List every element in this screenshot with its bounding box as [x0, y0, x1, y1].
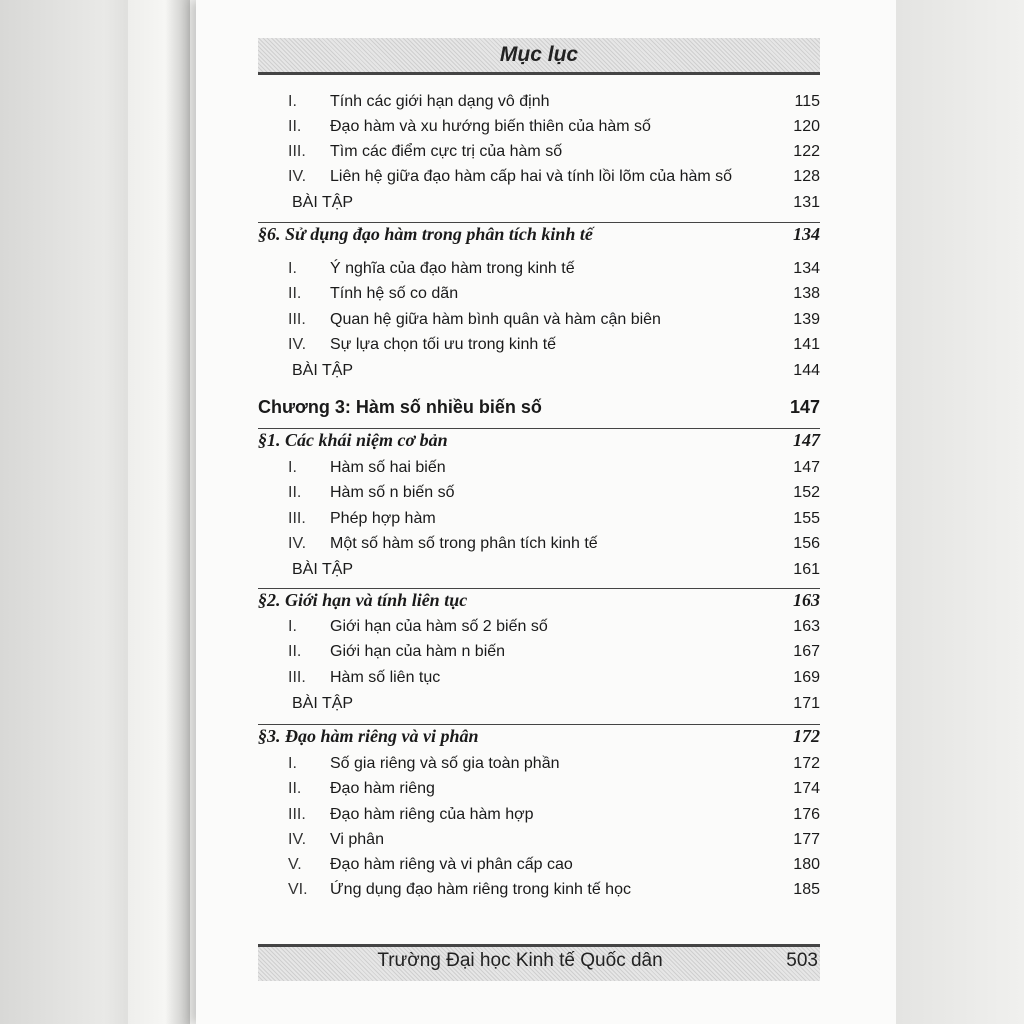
toc-entry-title: Hàm số liên tục — [330, 669, 441, 686]
toc-entry-page: 161 — [793, 561, 820, 578]
toc-item-row — [258, 751, 820, 776]
toc-entry-title: Giới hạn của hàm n biến — [330, 643, 506, 660]
toc-entry-title: Hàm số hai biến — [330, 459, 446, 476]
toc-entry-title: BÀI TẬP — [292, 695, 354, 712]
toc-entry-page: 167 — [793, 643, 820, 660]
toc-entry-page: 169 — [793, 669, 820, 686]
toc-entry-title: Ý nghĩa của đạo hàm trong kinh tế — [330, 260, 575, 277]
toc-item-number: II. — [288, 780, 302, 797]
toc-entry-title: BÀI TẬP — [292, 561, 354, 578]
toc-entry-title: Tìm các điểm cực trị của hàm số — [330, 143, 563, 160]
toc-entry-title: Ứng dụng đạo hàm riêng trong kinh tế học — [330, 881, 631, 898]
toc-entry-page: 139 — [793, 311, 820, 328]
toc-entry-title: Hàm số n biến số — [330, 484, 455, 501]
toc-entry-title: Giới hạn của hàm số 2 biến số — [330, 618, 548, 635]
toc-item-row — [258, 506, 820, 531]
toc-entry-title: Chương 3: Hàm số nhiều biến số — [258, 397, 542, 417]
toc-item-number: I. — [288, 459, 297, 476]
footer-university: Trường Đại học Kinh tế Quốc dân — [377, 950, 663, 971]
toc-item-row — [258, 281, 820, 306]
toc-entry-title: §2. Giới hạn và tính liên tục — [258, 590, 468, 610]
section-divider — [258, 428, 820, 429]
toc-section-row — [258, 428, 820, 453]
toc-item-row — [258, 639, 820, 664]
toc-entry-page: 147 — [793, 459, 820, 476]
toc-entry-title: Đạo hàm riêng — [330, 780, 435, 797]
toc-entry-title: Số gia riêng và số gia toàn phần — [330, 755, 560, 772]
toc-item-row — [258, 614, 820, 639]
toc-entry-title: Tính các giới hạn dạng vô định — [330, 93, 550, 110]
toc-entry-title: Đạo hàm và xu hướng biến thiên của hàm số — [330, 118, 651, 135]
section-divider — [258, 724, 820, 725]
section-divider — [258, 222, 820, 223]
toc-entry-title: BÀI TẬP — [292, 194, 354, 211]
toc-entry-title: Đạo hàm riêng của hàm hợp — [330, 806, 534, 823]
toc-item-number: I. — [288, 260, 297, 277]
toc-item-row — [258, 164, 820, 189]
toc-entry-page: 141 — [793, 336, 820, 353]
toc-item-row — [258, 480, 820, 505]
section-divider — [258, 588, 820, 589]
toc-item-row — [258, 852, 820, 877]
toc-item-row — [258, 114, 820, 139]
toc-item-row — [258, 827, 820, 852]
toc-entry-title: BÀI TẬP — [292, 362, 354, 379]
toc-entry-page: 180 — [793, 856, 820, 873]
toc-entry-page: 156 — [793, 535, 820, 552]
toc-item-row — [258, 307, 820, 332]
toc-item-number: III. — [288, 806, 306, 823]
toc-item-number: II. — [288, 484, 302, 501]
toc-entry-page: 122 — [793, 143, 820, 160]
page-title: Mục lục — [499, 43, 579, 66]
toc-entry-page: 171 — [793, 695, 820, 712]
toc-item-number: I. — [288, 755, 297, 772]
toc-entry-title: Một số hàm số trong phân tích kinh tế — [330, 535, 598, 552]
toc-item-row — [258, 776, 820, 801]
toc-item-number: I. — [288, 618, 297, 635]
toc-entry-page: 134 — [793, 260, 820, 277]
toc-entry-page: 155 — [793, 510, 820, 527]
toc-item-row — [258, 256, 820, 281]
toc-item-number: IV. — [288, 168, 307, 185]
toc-entry-page: 128 — [793, 168, 820, 185]
toc-item-number: IV. — [288, 336, 307, 353]
toc-entry-page: 163 — [793, 590, 820, 610]
toc-item-number: III. — [288, 510, 306, 527]
toc-item-number: IV. — [288, 535, 307, 552]
toc-item-number: III. — [288, 143, 306, 160]
toc-item-number: II. — [288, 118, 302, 135]
toc-item-number: VI. — [288, 881, 308, 898]
toc-entry-page: 152 — [793, 484, 820, 501]
toc-entry-page: 120 — [793, 118, 820, 135]
toc-exercise-row — [258, 358, 820, 383]
toc-entry-title: Sự lựa chọn tối ưu trong kinh tế — [330, 336, 557, 353]
toc-entry-title: Đạo hàm riêng và vi phân cấp cao — [330, 856, 573, 873]
toc-entry-page: 134 — [793, 224, 820, 244]
toc-entry-page: 147 — [793, 430, 820, 450]
toc-item-number: IV. — [288, 831, 307, 848]
toc-item-row — [258, 139, 820, 164]
toc-item-row — [258, 89, 820, 114]
toc-entry-title: Phép hợp hàm — [330, 510, 436, 527]
toc-chapter-row — [258, 395, 820, 420]
toc-item-row — [258, 531, 820, 556]
toc-item-row — [258, 877, 820, 902]
toc-section-row — [258, 724, 820, 749]
toc-entry-title: §6. Sử dụng đạo hàm trong phân tích kinh tế — [258, 224, 593, 244]
toc-item-row — [258, 665, 820, 690]
toc-entry-page: 176 — [793, 806, 820, 823]
toc-entry-page: 172 — [793, 726, 820, 746]
toc-item-number: III. — [288, 669, 306, 686]
toc-entry-page: 138 — [793, 285, 820, 302]
toc-entry-page: 177 — [793, 831, 820, 848]
toc-entry-page: 185 — [793, 881, 820, 898]
toc-exercise-row — [258, 190, 820, 215]
toc-item-number: II. — [288, 643, 302, 660]
toc-entry-page: 144 — [793, 362, 820, 379]
toc-entry-page: 163 — [793, 618, 820, 635]
toc-entry-title: Quan hệ giữa hàm bình quân và hàm cận biên — [330, 311, 661, 328]
toc-item-row — [258, 802, 820, 827]
toc-entry-page: 147 — [789, 397, 820, 417]
toc-item-number: III. — [288, 311, 306, 328]
toc-item-number: I. — [288, 93, 297, 110]
toc-entry-page: 172 — [793, 755, 820, 772]
toc-section-row — [258, 588, 820, 613]
toc-entry-title: §3. Đạo hàm riêng và vi phân — [258, 726, 479, 746]
toc-entry-page: 131 — [793, 194, 820, 211]
footer-page-number: 503 — [786, 950, 818, 971]
toc-item-number: II. — [288, 285, 302, 302]
toc-item-row — [258, 455, 820, 480]
toc-item-row — [258, 332, 820, 357]
toc-exercise-row — [258, 557, 820, 582]
toc-entry-title: Tính hệ số co dãn — [330, 285, 459, 302]
toc-section-row — [258, 222, 820, 247]
toc-entry-title: Vi phân — [330, 831, 384, 848]
toc-entry-page: 115 — [794, 93, 820, 110]
toc-exercise-row — [258, 691, 820, 716]
toc-entry-page: 174 — [793, 780, 820, 797]
toc-item-number: V. — [288, 856, 302, 873]
toc-entry-title: Liên hệ giữa đạo hàm cấp hai và tính lồi lõm của hàm số — [330, 168, 733, 185]
toc-entry-title: §1. Các khái niệm cơ bản — [258, 430, 448, 450]
